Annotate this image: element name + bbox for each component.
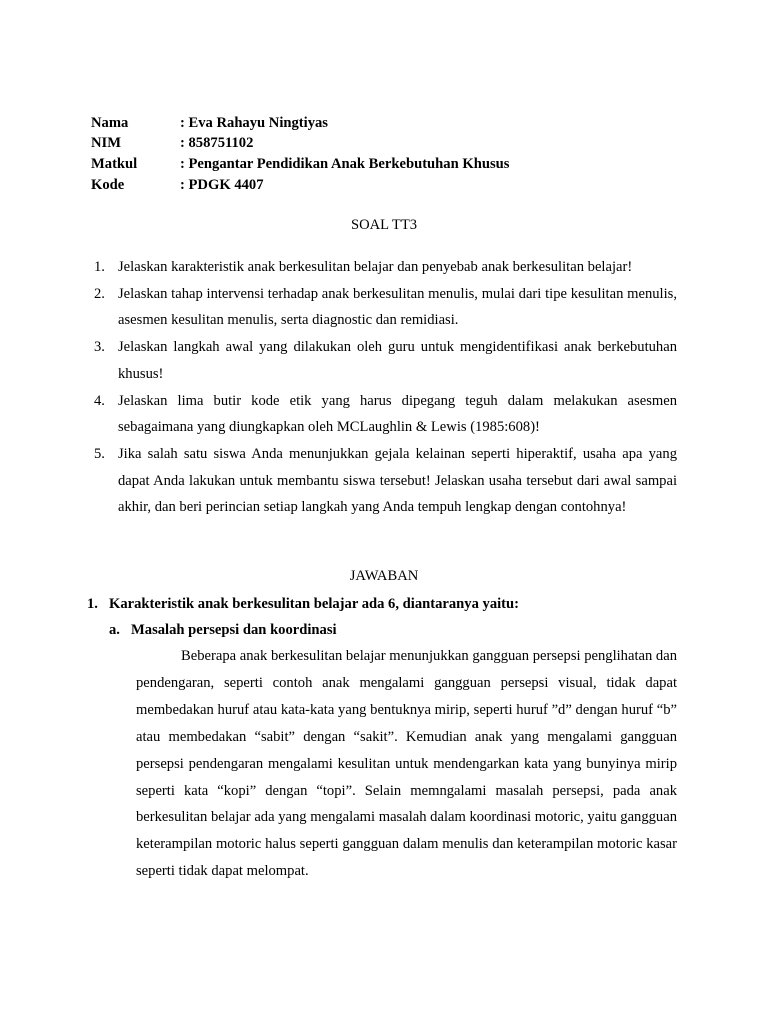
question-number: 1. (94, 259, 105, 275)
question-number: 5. (94, 445, 105, 462)
info-label: Nama (91, 115, 129, 131)
question-number: 4. (94, 392, 105, 409)
info-label: Kode (91, 177, 125, 193)
info-label: Matkul (91, 156, 138, 172)
answer-paragraph: Beberapa anak berkesulitan belajar menunjukkan gangguan persepsi penglihatan dan pendengaran, seperti contoh anak mengalami gangguan persepsi visual, tidak dapat membedakan huruf atau kata-kata yang bentuknya mirip, seperti huruf ”d” dengan huruf “b” atau membedakan “sabit” dengan “sakit”. Kemudian anak yang mengalami gangguan persepsi pendengaran mengalami kesulitan untuk mendengarkan kata yang bunyinya mirip seperti kata “kopi” dengan “topi”. Selain memngalami masalah persepsi, pada anak berkesulitan belajar ada yang mengalami masalah dalam koordinasi motoric, yaitu gangguan keterampilan motoric halus seperti gangguan dalam menulis dan keterampilan motoric kasar seperti tidak dapat melompat. (136, 648, 678, 880)
question-number: 3. (94, 339, 105, 356)
answer-number: 1. (87, 596, 98, 612)
answer-subheading-a (109, 619, 337, 641)
question-number: 2. (94, 285, 105, 302)
question-text: Jelaskan karakteristik anak berkesulitan belajar dan penyebab anak berkesulitan belajar! (118, 259, 633, 275)
subheading-text: Masalah persepsi dan koordinasi (131, 622, 337, 638)
answer-heading-1 (87, 593, 519, 615)
answer-heading-text: Karakteristik anak berkesulitan belajar ada 6, diantaranya yaitu: (109, 596, 520, 612)
question-item (91, 281, 677, 334)
question-item (91, 388, 677, 441)
info-value: : Eva Rahayu Ningtiyas (180, 115, 328, 131)
question-text: Jelaskan langkah awal yang dilakukan oleh guru untuk mengidentifikasi anak berkebutuhan khusus! (118, 339, 677, 382)
question-text: Jika salah satu siswa Anda menunjukkan gejala kelainan seperti hiperaktif, usaha apa yang dapat Anda lakukan untuk membantu siswa tersebut! Jelaskan usaha tersebut dari awal sampai akhir, dan beri perincian setiap langkah yang Anda tempuh lengkap dengan contohnya! (118, 445, 677, 516)
subpoint-letter: a. (109, 622, 120, 638)
question-item (91, 441, 677, 521)
question-text: Jelaskan lima butir kode etik yang harus dipegang teguh dalam melakukan asesmen sebagaimana yang diungkapkan oleh MCLaughlin & Lewis (1985:608)! (118, 392, 677, 436)
info-value: : 858751102 (180, 135, 254, 151)
info-value: : Pengantar Pendidikan Anak Berkebutuhan Khusus (180, 156, 510, 172)
question-list (91, 254, 677, 521)
question-item (91, 254, 677, 281)
question-text: Jelaskan tahap intervensi terhadap anak berkesulitan menulis, mulai dari tipe kesulitan menulis, asesmen kesulitan menulis, serta diagnostic dan remidiasi. (118, 285, 677, 329)
info-value: : PDGK 4407 (180, 177, 264, 193)
info-label: NIM (91, 135, 121, 151)
soal-title: SOAL TT3 (350, 217, 418, 233)
question-item (91, 334, 677, 387)
jawaban-title: JAWABAN (349, 568, 419, 584)
